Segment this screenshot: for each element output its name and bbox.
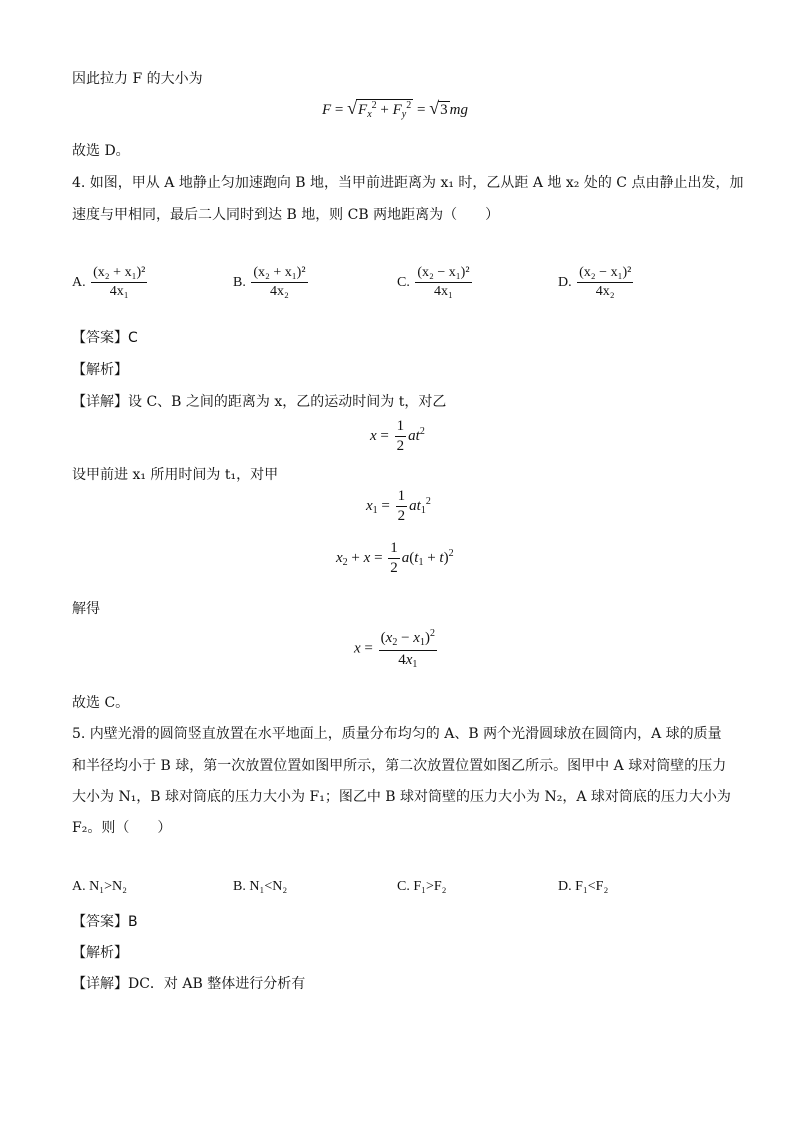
q5-option-b: B. N₁<N₂ bbox=[233, 879, 288, 894]
q4-stem-line-2: 速度与甲相同，最后二人同时到达 B 地，则 CB 两地距离为（ ） bbox=[72, 207, 500, 223]
q4-option-c-numerator: (x₂ − x₁)² bbox=[415, 265, 471, 283]
q5-stem-line-1: 5. 内壁光滑的圆筒竖直放置在水平地面上，质量分布均匀的 A、B 两个光滑圆球放在圆筒内，A 球的质量 bbox=[72, 726, 722, 742]
q3-choice-text: 故选 D。 bbox=[72, 143, 130, 159]
q4-equation-1: x = $\frac{1}{2}$ $at^2$ bbox=[370, 418, 425, 455]
q3-force-equation: $F = √F_x^2 + F_y^2 = √3$ mg bbox=[322, 98, 468, 120]
q4-stem-line-1: 4. 如图，甲从 A 地静止匀加速跑向 B 地，当甲前进距离为 x₁ 时，乙从距 A 地 x₂ 处的 C 点由静止出发，加 bbox=[72, 175, 744, 191]
q5-option-a: A. N₁>N₂ bbox=[72, 879, 127, 894]
q4-option-d bbox=[558, 265, 635, 300]
q4-analysis-heading: 【解析】 bbox=[72, 362, 128, 378]
q4-detail-text: 【详解】设 C、B 之间的距离为 x，乙的运动时间为 t，对乙 bbox=[72, 394, 447, 410]
q5-stem-line-2: 和半径均小于 B 球，第一次放置位置如图甲所示，第二次放置位置如图乙所示。图甲中 A 球对筒壁的压力 bbox=[72, 758, 727, 774]
q4-equation-3: $x_2 + x$ = $\frac{1}{2}$ $a(t_1 + t)^2$ bbox=[336, 540, 454, 577]
q4-choice-text: 故选 C。 bbox=[72, 695, 130, 711]
q5-analysis-heading: 【解析】 bbox=[72, 945, 128, 961]
q5-option-d: D. F₁<F₂ bbox=[558, 879, 609, 894]
q4-solve-text: 解得 bbox=[72, 601, 100, 617]
q4-option-a-numerator: (x₂ + x₁)² bbox=[91, 265, 147, 283]
q4-equation-2: $x_1$ = $\frac{1}{2}$ $at_1^2$ bbox=[366, 488, 431, 525]
q4-option-a-denominator: 4x₁ bbox=[109, 284, 129, 300]
q5-answer: 【答案】B bbox=[72, 914, 138, 930]
q4-option-a bbox=[72, 265, 149, 300]
q4-option-d-letter: D. bbox=[558, 274, 572, 290]
q4-option-b-denominator: 4x₂ bbox=[269, 284, 289, 300]
q4-option-b bbox=[233, 265, 310, 300]
q4-option-c-letter: C. bbox=[397, 274, 410, 290]
q4-option-a-letter: A. bbox=[72, 274, 86, 290]
q4-option-d-numerator: (x₂ − x₁)² bbox=[577, 265, 633, 283]
q4-equation-result: x = $\frac{(x_2 - x_1)^2}{4x_1}$ bbox=[354, 628, 435, 670]
q3-intro-text: 因此拉力 F 的大小为 bbox=[72, 71, 203, 87]
q4-option-c bbox=[397, 265, 474, 300]
q4-let-t1-text: 设甲前进 x₁ 所用时间为 t₁，对甲 bbox=[72, 467, 279, 483]
q5-detail-text: 【详解】DC．对 AB 整体进行分析有 bbox=[72, 976, 306, 992]
q4-option-d-denominator: 4x₂ bbox=[595, 284, 615, 300]
q5-option-c: C. F₁>F₂ bbox=[397, 879, 447, 894]
q5-stem-line-4: F₂。则（ ） bbox=[72, 820, 172, 836]
q4-option-c-denominator: 4x₁ bbox=[433, 284, 453, 300]
q5-stem-line-3: 大小为 N₁，B 球对筒底的压力大小为 F₁；图乙中 B 球对筒壁的压力大小为 N₂，A 球对筒底的压力大小为 bbox=[72, 789, 731, 805]
q4-option-b-numerator: (x₂ + x₁)² bbox=[251, 265, 307, 283]
q4-answer: 【答案】C bbox=[72, 330, 138, 346]
q4-option-b-letter: B. bbox=[233, 274, 246, 290]
